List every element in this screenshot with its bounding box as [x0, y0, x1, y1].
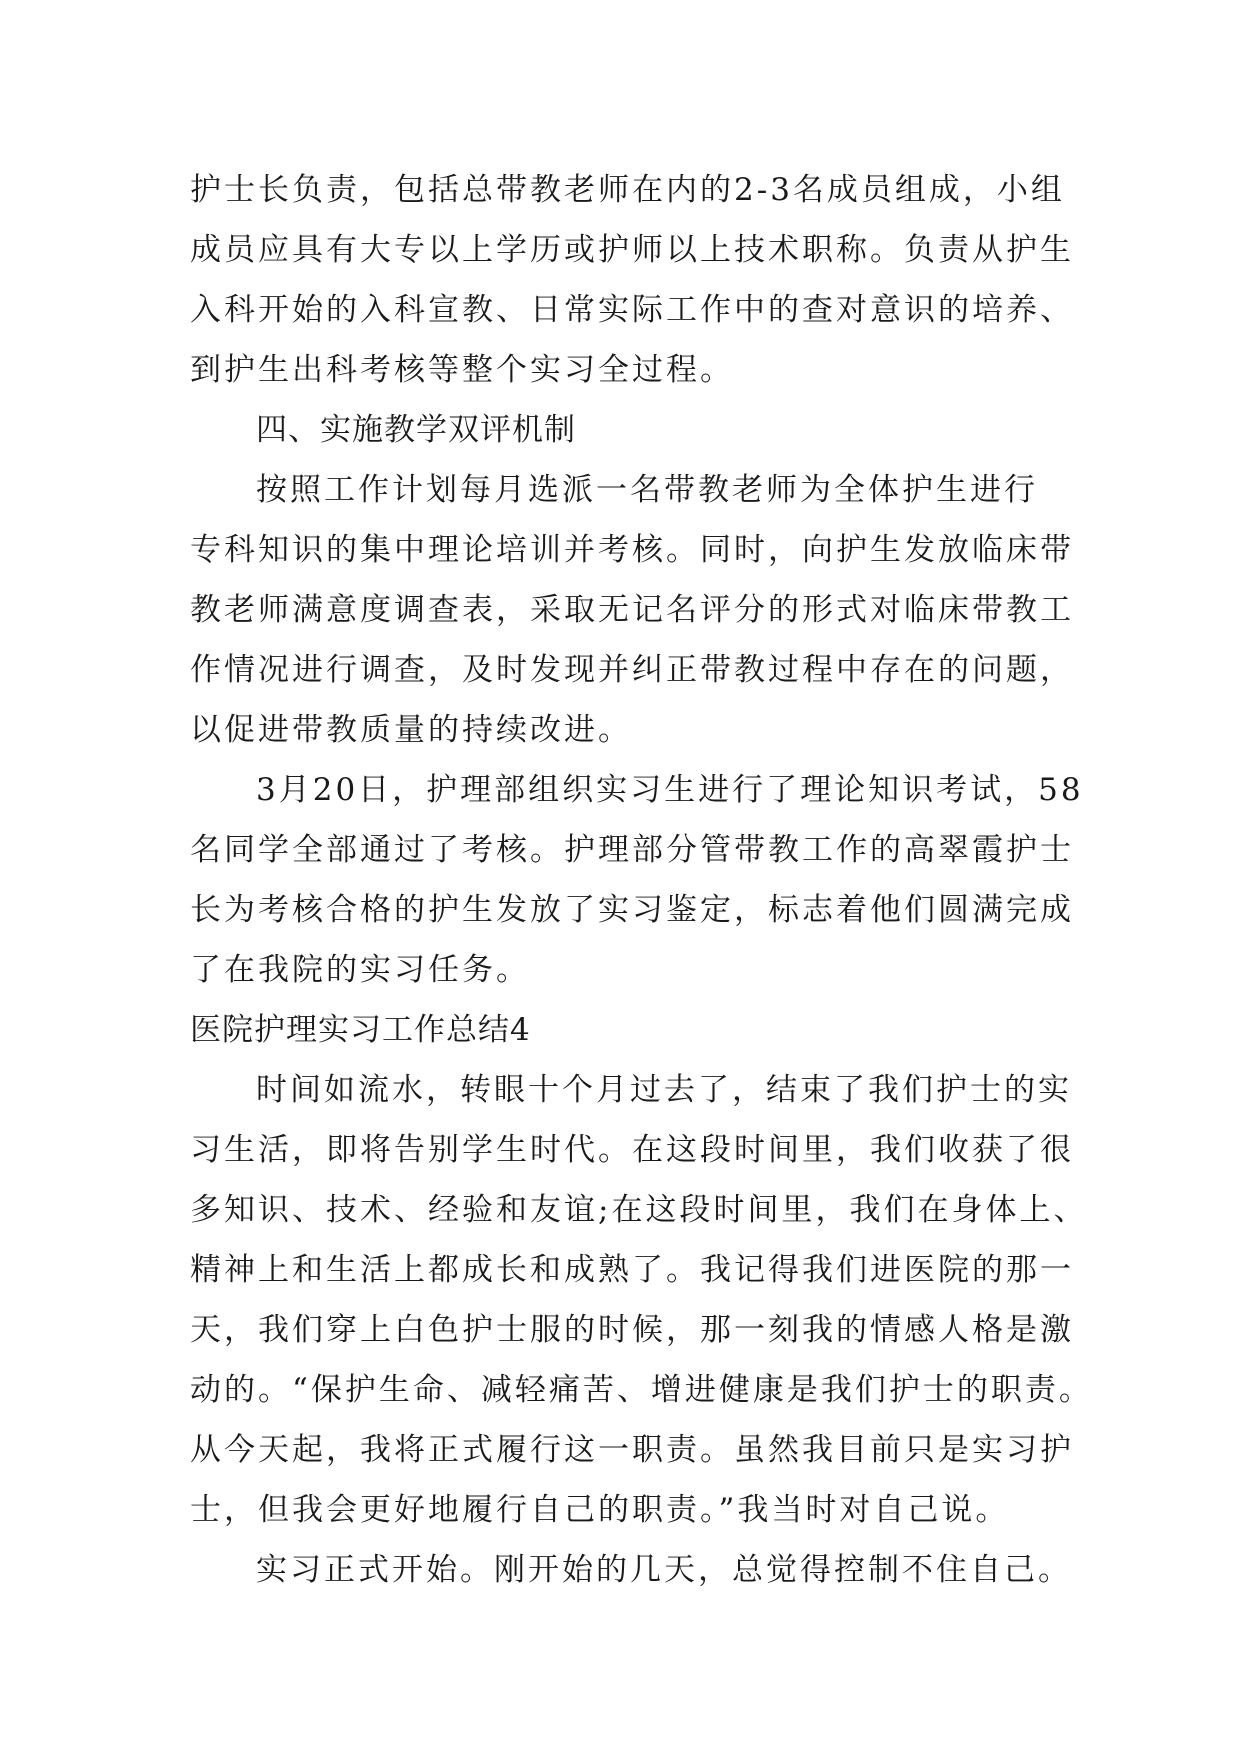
text-line: 成员应具有大专以上学历或护师以上技术职称。负责从护生 [190, 232, 1074, 268]
text-line: 以促进带教质量的持续改进。 [190, 712, 632, 748]
document-body [190, 160, 1093, 1600]
text-line: 了在我院的实习任务。 [190, 952, 530, 988]
text-line: 长为考核合格的护生发放了实习鉴定，标志着他们圆满完成 [190, 892, 1074, 928]
text-line: 3月20日，护理部组织实习生进行了理论知识考试，58 [256, 772, 1084, 808]
text-line: 到护生出科考核等整个实习全过程。 [190, 352, 734, 388]
text-line: 士，但我会更好地履行自己的职责。”我当时对自己说。 [190, 1492, 1010, 1528]
text-line: 名同学全部通过了考核。护理部分管带教工作的高翠霞护士 [190, 832, 1074, 868]
text-line: 时间如流水，转眼十个月过去了，结束了我们护士的实 [256, 1072, 1072, 1108]
text-line: 入科开始的入科宣教、日常实际工作中的查对意识的培养、 [190, 292, 1074, 328]
text-line: 从今天起，我将正式履行这一职责。虽然我目前只是实习护 [190, 1432, 1074, 1468]
text-line: 护士长负责，包括总带教老师在内的2-3名成员组成，小组 [190, 172, 1065, 208]
text-line: 动的。“保护生命、减轻痛苦、增进健康是我们护士的职责。 [190, 1372, 1093, 1408]
text-line: 精神上和生活上都成长和成熟了。我记得我们进医院的那一 [190, 1252, 1074, 1288]
text-line: 作情况进行调查，及时发现并纠正带教过程中存在的问题， [190, 652, 1074, 688]
text-line: 多知识、技术、经验和友谊;在这段时间里，我们在身体上、 [190, 1192, 1088, 1228]
text-line: 专科知识的集中理论培训并考核。同时，向护生发放临床带 [190, 532, 1074, 568]
text-line: 天，我们穿上白色护士服的时候，那一刻我的情感人格是激 [190, 1312, 1074, 1348]
text-line: 习生活，即将告别学生时代。在这段时间里，我们收获了很 [190, 1132, 1074, 1168]
section-heading: 四、实施教学双评机制 [256, 412, 576, 448]
text-line: 实习正式开始。刚开始的几天，总觉得控制不住自己。 [256, 1552, 1072, 1588]
text-line: 教老师满意度调查表，采取无记名评分的形式对临床带教工 [190, 592, 1074, 628]
article-title: 医院护理实习工作总结4 [190, 1012, 531, 1048]
text-line: 按照工作计划每月选派一名带教老师为全体护生进行 [256, 472, 1038, 508]
